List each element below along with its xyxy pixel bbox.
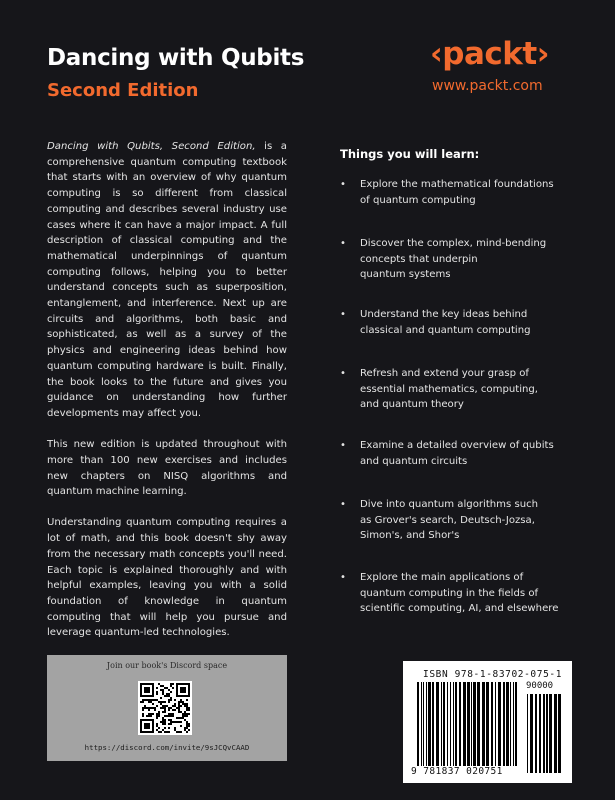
bullet-icon: • (340, 179, 346, 190)
learn-item-line: Discover the complex, mind-bending (360, 238, 547, 249)
qr-code-icon[interactable] (138, 681, 192, 735)
learn-item (340, 438, 590, 469)
learn-item-text (360, 497, 590, 544)
publisher-website[interactable]: www.packt.com (432, 78, 543, 94)
book-edition: Second Edition (47, 80, 199, 101)
learn-item-line: concepts that underpin (360, 253, 478, 265)
learn-item-line: of quantum computing (360, 194, 476, 206)
barcode-icon (417, 682, 518, 766)
bullet-icon: • (340, 499, 346, 510)
description-paragraph-1 (47, 139, 287, 422)
isbn-text: ISBN 978-1-83702-075-1 (423, 669, 563, 680)
learn-item-text (360, 570, 590, 617)
learn-item-text (360, 366, 590, 413)
learn-item-line: as Grover's search, Deutsch-Jozsa, (360, 514, 535, 526)
learn-item-line: Understand the key ideas behind (360, 309, 528, 320)
learn-item (340, 236, 590, 283)
description-paragraph-2: This new edition is updated throughout with more than 100 new exercises and includes new chapters on NISQ algorithms and quantum machine learning. (47, 439, 287, 498)
learn-item-text (360, 307, 590, 338)
learn-item-line: Explore the mathematical foundations (360, 179, 554, 190)
learn-item-line: Examine a detailed overview of qubits (360, 440, 554, 451)
learn-item-text (360, 236, 590, 283)
bullet-icon: • (340, 238, 346, 249)
learn-item (340, 366, 590, 413)
learn-item (340, 497, 590, 544)
barcode-addon-icon (527, 694, 563, 773)
bullet-icon: • (340, 309, 346, 320)
learn-item (340, 570, 590, 617)
learn-item (340, 177, 590, 208)
barcode-digits: 9 781837 020751 (411, 766, 503, 777)
learn-item (340, 307, 590, 338)
learn-item-line: Dive into quantum algorithms such (360, 499, 539, 510)
packt-logo: ‹packt› (430, 36, 549, 72)
learn-item-text (360, 177, 590, 208)
learn-item-line: scientific computing, AI, and elsewhere (360, 603, 559, 615)
learn-item-line: Explore the main applications of (360, 572, 524, 583)
bullet-icon: • (340, 368, 346, 379)
learn-item-line: quantum systems (360, 269, 451, 281)
learn-item-line: Simon's, and Shor's (360, 530, 460, 542)
bullet-icon: • (340, 440, 346, 451)
bullet-icon: • (340, 572, 346, 583)
barcode-addon-number: 90000 (526, 681, 554, 691)
learn-item-line: classical and quantum computing (360, 324, 531, 336)
learn-item-line: Refresh and extend your grasp of (360, 368, 529, 379)
discord-url[interactable]: https://discord.com/invite/9sJCQvCAAD (84, 743, 250, 752)
book-title: Dancing with Qubits (47, 45, 305, 71)
discord-label: Join our book's Discord space (106, 661, 228, 670)
learn-heading: Things you will learn: (340, 147, 480, 161)
learn-item-line: quantum computing in the fields of (360, 587, 539, 599)
learn-item-text (360, 438, 590, 469)
learn-item-line: and quantum circuits (360, 455, 468, 467)
learn-item-line: essential mathematics, computing, (360, 383, 539, 395)
discord-panel (47, 655, 287, 761)
description-italic-title: Dancing with Qubits, Second Edition, (47, 141, 256, 152)
description-text-1: is a comprehensive quantum computing textbook that starts with an overview of why quantum computing is so different from classical computing and describes several industry use cases where it can have a major impact. A full description of classical computing and the mathematical underpinnings of quantum computing follows, helping you to better understand concepts such as superposition, entanglement, and interference. Next up are circuits and algorithms, both basic and sophisticated, as well as a survey of the physics and engineering ideas behind how quantum computing hardware is built. Finally, the book looks to the future and gives you guidance on understanding how further developments may affect you. (47, 141, 287, 419)
book-description (47, 139, 287, 657)
learn-item-line: and quantum theory (360, 399, 464, 411)
isbn-barcode-panel (403, 661, 572, 783)
description-paragraph-3: Understanding quantum computing requires a lot of math, and this book doesn't shy away from the necessary math concepts you'll need. Each topic is explained thoroughly and with helpful examples, leaving you with a solid foundation of knowledge in quantum computing that will help you pursue and leverage quantum-led technologies. (47, 517, 287, 639)
